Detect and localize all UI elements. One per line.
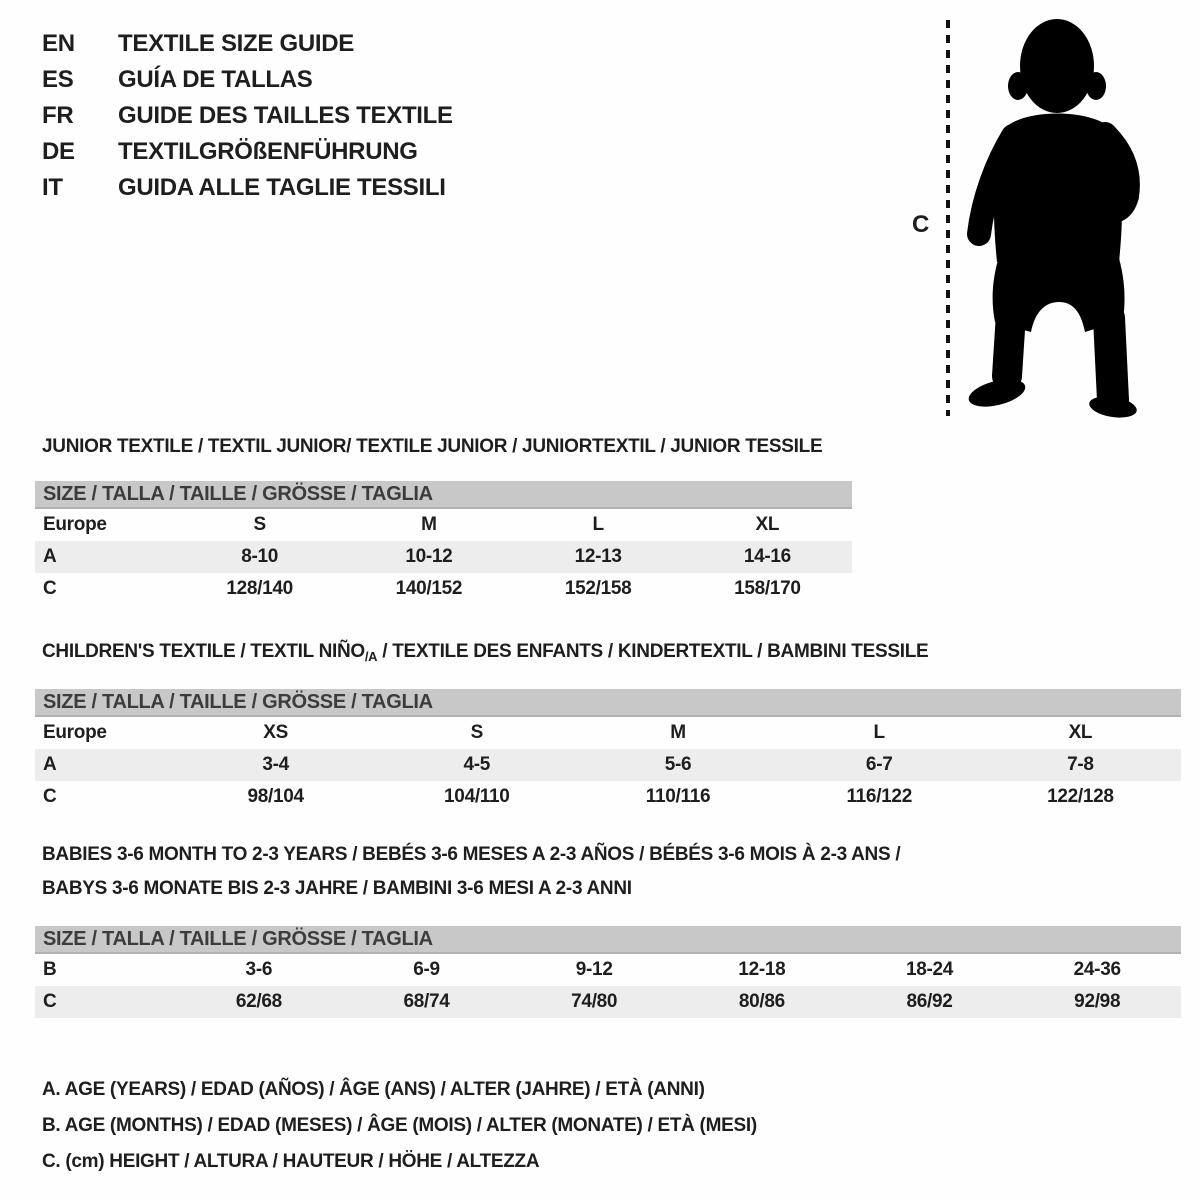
size-cell: 24-36 — [1073, 959, 1121, 980]
row-label: C — [43, 991, 57, 1012]
junior-size-table — [35, 481, 852, 605]
size-cell: 18-24 — [905, 959, 954, 980]
size-cell: 12-13 — [574, 546, 622, 567]
table-row-c — [35, 781, 1181, 813]
size-cell: 104/110 — [444, 786, 510, 807]
language-code: IT — [42, 174, 63, 201]
language-code: DE — [42, 138, 75, 165]
row-label: C — [43, 786, 57, 807]
footer-legend — [42, 1072, 757, 1180]
size-cell: 12-18 — [738, 959, 786, 980]
row-label: B — [43, 959, 57, 980]
size-cell: XL — [755, 514, 780, 535]
size-cell: M — [421, 514, 437, 535]
size-cell: L — [592, 514, 604, 535]
size-cell: 6-9 — [413, 959, 440, 980]
table-row-c — [35, 986, 1181, 1018]
size-cell: 122/128 — [1047, 786, 1114, 807]
size-cell: 74/80 — [571, 991, 618, 1012]
language-row — [42, 62, 453, 98]
size-cell: 10-12 — [405, 546, 453, 567]
table-row-a — [35, 749, 1181, 781]
babies-section-heading — [42, 838, 900, 906]
row-label: Europe — [43, 514, 107, 535]
language-row — [42, 26, 453, 62]
size-cell: 6-7 — [865, 754, 893, 775]
size-cell: 4-5 — [463, 754, 491, 775]
table-row-a — [35, 541, 852, 573]
size-cell: 92/98 — [1074, 991, 1121, 1012]
size-cell: 86/92 — [906, 991, 953, 1012]
junior-section-heading: JUNIOR TEXTILE / TEXTIL JUNIOR/ TEXTILE JUNIOR / JUNIORTEXTIL / JUNIOR TESSILE — [42, 436, 823, 457]
size-cell: S — [253, 514, 266, 535]
size-cell: 14-16 — [743, 546, 791, 567]
size-cell: 7-8 — [1067, 754, 1094, 775]
language-code: ES — [42, 66, 74, 93]
size-cell: 9-12 — [575, 959, 613, 980]
babies-heading-line1: BABIES 3-6 MONTH TO 2-3 YEARS / BEBÉS 3-6 MESES A 2-3 AÑOS / BÉBÉS 3-6 MOIS À 2-3 ANS / — [42, 844, 901, 865]
language-title: GUIDA ALLE TAGLIE TESSILI — [118, 174, 446, 201]
language-code: EN — [42, 30, 75, 57]
size-cell: S — [470, 722, 483, 743]
size-cell: 116/122 — [846, 786, 912, 807]
size-cell: XL — [1068, 722, 1093, 743]
height-label-c: C — [912, 211, 930, 238]
table-row-europe — [35, 717, 1181, 749]
size-cell: 80/86 — [738, 991, 785, 1012]
size-cell: 152/158 — [564, 578, 632, 599]
height-dashed-line — [946, 20, 950, 416]
children-heading-post: / TEXTILE DES ENFANTS / KINDERTEXTIL / BAMBINI TESSILE — [377, 641, 929, 662]
table-row-c — [35, 573, 852, 605]
row-label: C — [43, 578, 57, 599]
size-cell: 62/68 — [235, 991, 282, 1012]
size-cell: 68/74 — [403, 991, 450, 1012]
children-size-table — [35, 689, 1181, 813]
children-section-heading — [42, 641, 928, 663]
children-heading-pre: CHILDREN'S TEXTILE / TEXTIL NIÑO — [42, 641, 365, 662]
table-header-bar: SIZE / TALLA / TAILLE / GRÖSSE / TAGLIA — [35, 481, 852, 509]
language-title: TEXTILE SIZE GUIDE — [118, 30, 354, 57]
size-cell: 140/152 — [395, 578, 463, 599]
size-cell: 98/104 — [247, 786, 304, 807]
language-code: FR — [42, 102, 74, 129]
footer-legend-line-c: C. (cm) HEIGHT / ALTURA / HAUTEUR / HÖHE / ALTEZZA — [42, 1151, 540, 1172]
size-cell: 110/116 — [645, 786, 711, 807]
table-row-b — [35, 954, 1181, 986]
babies-heading-line2: BABYS 3-6 MONATE BIS 2-3 JAHRE / BAMBINI 3-6 MESI A 2-3 ANNI — [42, 878, 632, 899]
size-cell: 128/140 — [226, 578, 293, 599]
table-row-europe — [35, 509, 852, 541]
toddler-silhouette-icon — [963, 14, 1147, 420]
size-cell: 3-4 — [262, 754, 289, 775]
size-cell: 3-6 — [245, 959, 273, 980]
row-label: Europe — [43, 722, 107, 743]
row-label: A — [43, 754, 57, 775]
size-cell: 5-6 — [664, 754, 692, 775]
table-header-bar: SIZE / TALLA / TAILLE / GRÖSSE / TAGLIA — [35, 689, 1181, 717]
language-title: GUIDE DES TAILLES TEXTILE — [118, 102, 453, 129]
language-title: TEXTILGRÖßENFÜHRUNG — [118, 138, 418, 165]
language-row — [42, 134, 453, 170]
language-row — [42, 98, 453, 134]
size-cell: L — [873, 722, 885, 743]
size-cell: 158/170 — [734, 578, 801, 599]
size-cell: M — [670, 722, 686, 743]
footer-legend-line-a: A. AGE (YEARS) / EDAD (AÑOS) / ÂGE (ANS) / ALTER (JAHRE) / ETÀ (ANNI) — [42, 1079, 705, 1100]
language-title: GUÍA DE TALLAS — [118, 66, 313, 93]
language-title-list — [42, 26, 453, 206]
babies-size-table — [35, 926, 1181, 1018]
size-cell: 8-10 — [241, 546, 279, 567]
table-header-bar: SIZE / TALLA / TAILLE / GRÖSSE / TAGLIA — [35, 926, 1181, 954]
size-cell: XS — [263, 722, 288, 743]
language-row — [42, 170, 453, 206]
row-label: A — [43, 546, 57, 567]
footer-legend-line-b: B. AGE (MONTHS) / EDAD (MESES) / ÂGE (MOIS) / ALTER (MONATE) / ETÀ (MESI) — [42, 1115, 757, 1136]
children-heading-subscript: /A — [364, 649, 378, 664]
